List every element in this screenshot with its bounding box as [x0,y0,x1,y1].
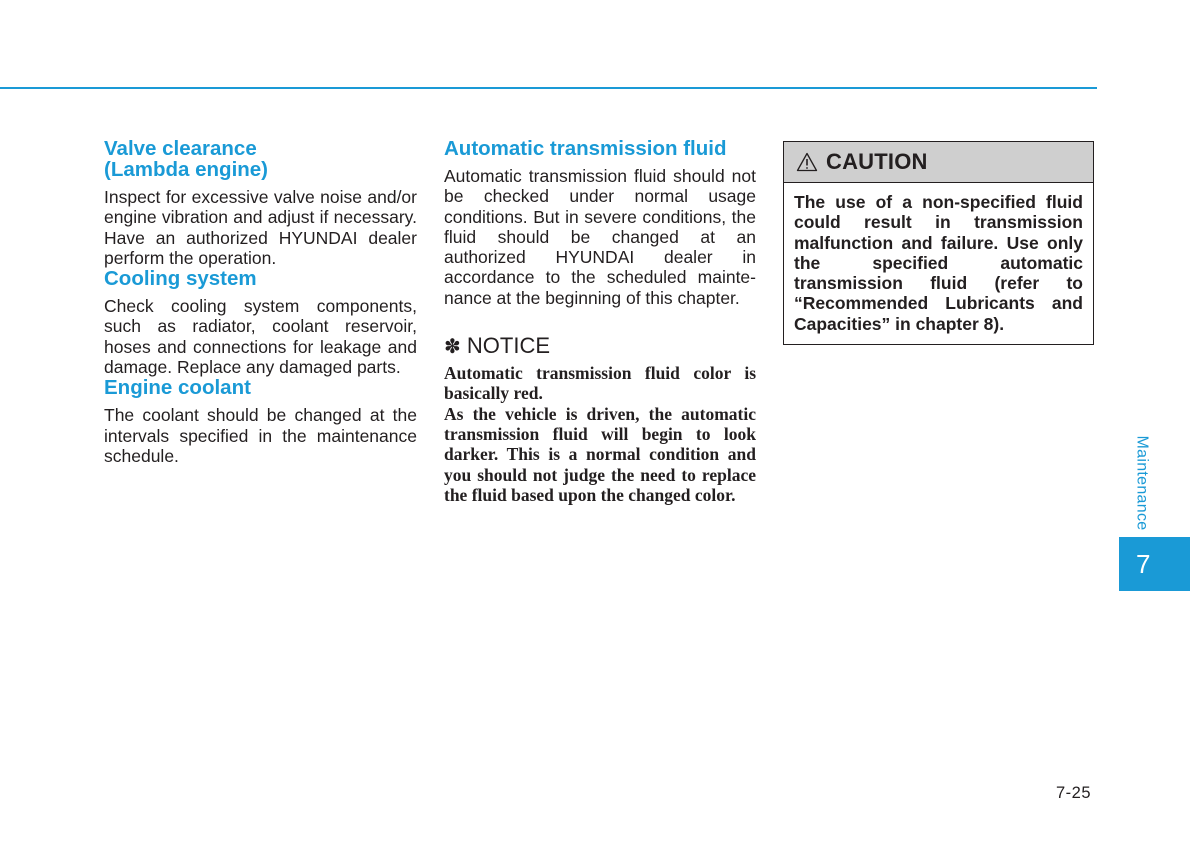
chapter-side-label [1127,430,1155,535]
page-number: 7-25 [1056,784,1092,802]
chapter-section-label: Maintenance [1133,435,1151,530]
column-left [104,138,417,466]
valve-heading-line2: (Lambda engine) [104,158,269,181]
chapter-number: 7 [1136,548,1151,579]
caution-body [784,183,1093,344]
cooling-system-text: Check cooling system components, such as radiator, coolant reservoir, hoses and connections for leakage and damage. Replace any damaged parts. [104,296,417,378]
engine-coolant-text: The coolant should be changed at the intervals specified in the maintenance schedule. [104,405,417,466]
chapter-tab [1119,537,1190,591]
notice-star-icon: ✽ [444,336,461,359]
caution-title: CAUTION [826,149,928,174]
cooling-system-heading: Cooling system [104,267,257,291]
column-middle [444,138,756,505]
engine-coolant-heading: Engine coolant [104,376,251,400]
valve-clearance-text: Inspect for excessive valve noise and/or engine vibration and adjust if necessary. Have an authorized HYUNDAI dealer perform the operation. [104,187,417,268]
notice-title: NOTICE [466,333,551,359]
atf-text: Automatic transmission fluid should not be checked under normal usage conditions. But in severe conditions, the fluid should be changed at an authorized HYUNDAI dealer in accordance to the scheduled maintenance at the beginning of this chapter. [444,166,756,308]
notice-text-2: As the vehicle is driven, the automatic transmission fluid will begin to look darker. This is a normal condition and you should not judge the need to replace the fluid based upon the changed color. [444,403,756,505]
caution-header [784,142,1093,183]
valve-clearance-heading [104,138,417,180]
caution-text: The use of a non-specified fluid could result in transmission malfunction and failure. Use only the specified automatic transmission fluid (refer to “Recommended Lubricants and Capacities” in chapter 8). [794,192,1083,334]
caution-box [783,141,1094,345]
warning-triangle-icon [796,152,818,172]
notice-heading [444,334,756,359]
atf-heading: Automatic transmission fluid [444,137,727,160]
notice-text-1: Automatic transmission fluid color is basically red. [444,363,756,404]
valve-heading-line1: Valve clearance [104,137,257,160]
column-right [783,138,1096,342]
header-rule [0,87,1097,89]
